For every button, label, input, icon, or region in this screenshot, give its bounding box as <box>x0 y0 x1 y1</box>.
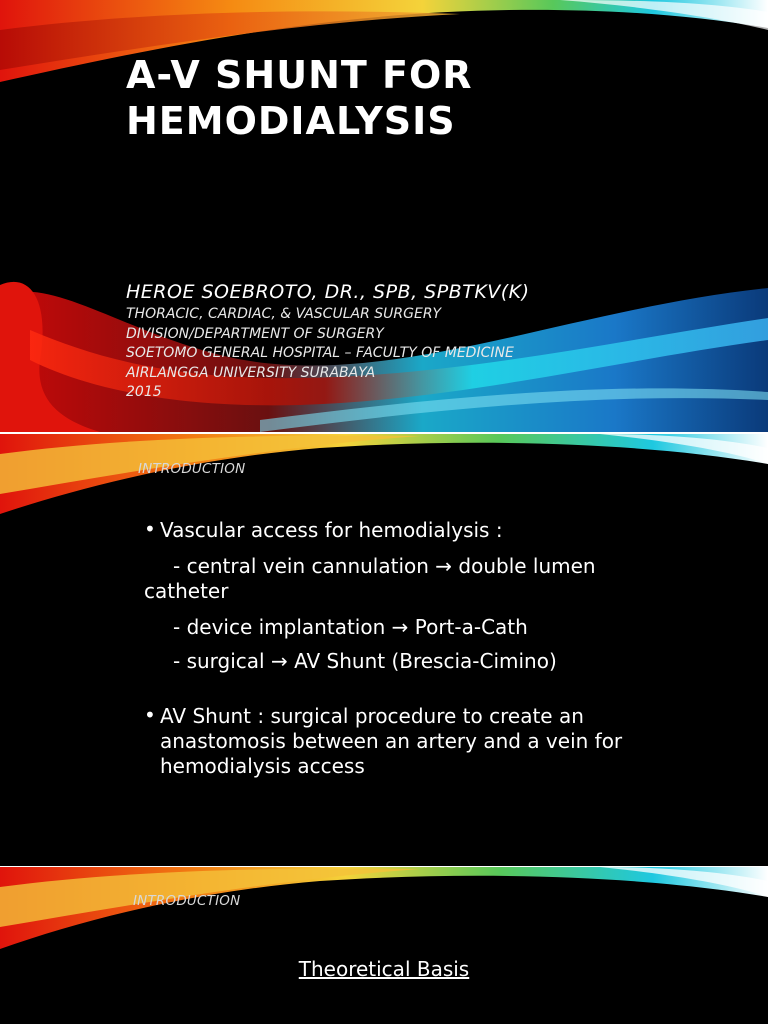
title-line-1: A-V SHUNT FOR <box>126 53 473 97</box>
slide-content <box>144 518 664 779</box>
sub-item-text: - surgical → AV Shunt (Brescia-Cimino) <box>173 649 557 673</box>
bullet-icon: • <box>144 703 156 727</box>
sub-item-text: - central vein cannulation → double lumen <box>173 554 596 578</box>
title-slide <box>0 0 768 432</box>
introduction-slide-2 <box>0 867 768 1024</box>
sub-item-continuation: catheter <box>144 579 229 603</box>
swoosh-decoration <box>0 867 768 967</box>
author-name: HEROE SOEBROTO, DR., SPB, SPBTKV(K) <box>126 281 530 303</box>
sub-item <box>144 649 664 674</box>
bullet-text: AV Shunt : surgical procedure to create an anastomosis between an artery and a vein for hemodialysis access <box>160 704 623 778</box>
section-heading: Theoretical Basis <box>298 957 470 981</box>
sub-item-text: - device implantation → Port-a-Cath <box>173 615 528 639</box>
introduction-slide <box>0 434 768 866</box>
affiliation-line: THORACIC, CARDIAC, & VASCULAR SURGERY <box>126 306 442 322</box>
title-line-2: HEMODIALYSIS <box>126 99 456 143</box>
sub-item <box>144 554 664 579</box>
bullet-item <box>144 704 664 779</box>
section-label: INTRODUCTION <box>133 893 241 909</box>
presentation-title <box>126 52 473 144</box>
affiliation-line: SOETOMO GENERAL HOSPITAL – FACULTY OF MEDICINE <box>126 345 514 361</box>
affiliation-line: AIRLANGGA UNIVERSITY SURABAYA <box>126 364 376 381</box>
bullet-icon: • <box>144 517 156 541</box>
affiliation-block <box>126 305 514 403</box>
sub-item <box>144 615 664 640</box>
affiliation-line: DIVISION/DEPARTMENT OF SURGERY <box>126 325 384 342</box>
section-label: INTRODUCTION <box>138 461 246 477</box>
bullet-item <box>144 518 664 543</box>
bullet-text: Vascular access for hemodialysis : <box>160 518 503 542</box>
affiliation-year: 2015 <box>126 384 162 400</box>
